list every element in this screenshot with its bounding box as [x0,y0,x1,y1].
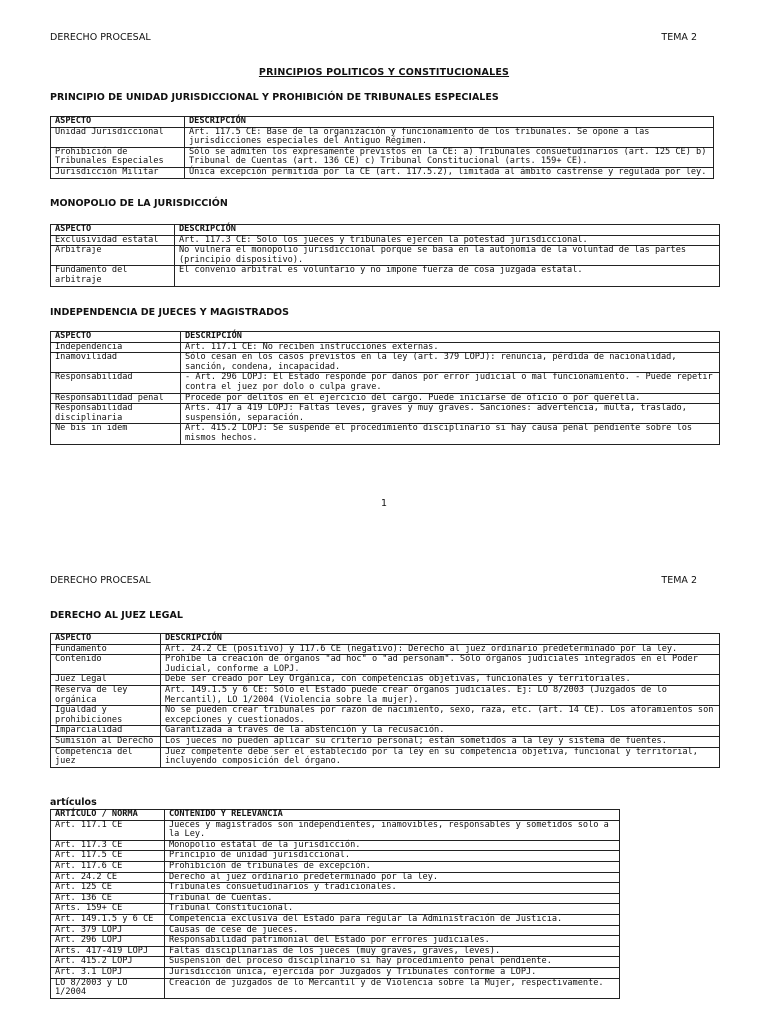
row-description-cell: Art. 117.3 CE: Solo los jueces y tribunales ejercen la potestad jurisdiccional. [175,235,720,246]
table-row [51,872,620,883]
column-header: DESCRIPCIÓN [181,332,720,343]
column-header: DESCRIPCIÓN [161,634,720,645]
row-label-cell: Art. 379 LOPJ [51,925,165,936]
section-heading-juez-legal: DERECHO AL JUEZ LEGAL [50,610,183,621]
row-label-cell: Art. 117.5 CE [51,851,165,862]
table-row [51,167,714,178]
section-heading-unidad: PRINCIPIO DE UNIDAD JURISDICCIONAL Y PROHIBICIÓN DE TRIBUNALES ESPECIALES [50,92,499,103]
row-description-cell: Art. 117.1 CE: No reciben instrucciones externas. [181,342,720,353]
table-row [51,957,620,968]
row-label-cell: Ne bis in idem [51,424,181,444]
table-articulos [50,809,620,999]
row-description-cell: Faltas disciplinarias de los jueces (muy graves, graves, leves). [165,946,620,957]
row-description-cell: Los jueces no pueden aplicar su criterio personal; están sometidos a la ley y sistema de fuentes. [161,736,720,747]
table-row [51,914,620,925]
column-header: DESCRIPCIÓN [175,225,720,236]
section-heading-independencia: INDEPENDENCIA DE JUECES Y MAGISTRADOS [50,307,289,318]
table-unidad [50,116,714,179]
row-description-cell: - Art. 296 LOPJ: El Estado responde por daños por error judicial o mal funcionamiento. - Puede repetir contra el juez por dolo o culpa grave. [181,373,720,393]
row-label-cell: Arts. 159+ CE [51,904,165,915]
page-number: 1 [380,498,388,509]
row-description-cell: Sólo se admiten los expresamente previstos en la CE: a) Tribunales consuetudinarios (art. 125 CE) b) Tribunal de Cuentas (art. 136 CE) c) Tribunal Constitucional (arts. 159+ CE). [185,147,714,167]
row-description-cell: Prohíbe la creación de órganos "ad hoc" o "ad personam". Sólo órganos judiciales integrados en el Poder Judicial, conforme a LOPJ. [161,655,720,675]
table-row [51,706,720,726]
row-description-cell: Derecho al juez ordinario predeterminado por la ley. [165,872,620,883]
table-row [51,904,620,915]
row-label-cell: Art. 296 LOPJ [51,936,165,947]
table-row [51,936,620,947]
table-monopolio [50,224,720,287]
row-description-cell: Tribunal de Cuentas. [165,893,620,904]
table-row [51,861,620,872]
row-label-cell: Arbitraje [51,246,175,266]
row-label-cell: Art. 125 CE [51,883,165,894]
row-label-cell: Art. 24.2 CE [51,872,165,883]
row-label-cell: Art. 117.6 CE [51,861,165,872]
row-label-cell: Responsabilidad penal [51,393,181,404]
column-header: DESCRIPCIÓN [185,117,714,128]
table-header-row [51,810,620,821]
row-label-cell: Jurisdicción Militar [51,167,185,178]
table-juez-legal [50,633,720,768]
row-label-cell: Art. 136 CE [51,893,165,904]
row-label-cell: Art. 117.3 CE [51,840,165,851]
table-row [51,820,620,840]
table-row [51,840,620,851]
row-label-cell: Prohibición de Tribunales Especiales [51,147,185,167]
row-description-cell: Procede por delitos en el ejercicio del cargo. Puede iniciarse de oficio o por querella. [181,393,720,404]
table-row [51,266,720,286]
row-label-cell: Unidad Jurisdiccional [51,127,185,147]
row-description-cell: Debe ser creado por Ley Orgánica, con competencias objetivas, funcionales y territoriales. [161,675,720,686]
row-description-cell: Tribunal Constitucional. [165,904,620,915]
column-header: ASPECTO [51,225,175,236]
table-row [51,883,620,894]
table-row [51,127,714,147]
row-label-cell: Fundamento del arbitraje [51,266,175,286]
column-header: CONTENIDO Y RELEVANCIA [165,810,620,821]
row-description-cell: Juez competente debe ser el establecido por la ley en su competencia objetiva, funcional y territorial, incluyendo composición del órgano. [161,747,720,767]
row-description-cell: Sólo cesan en los casos previstos en la ley (art. 379 LOPJ): renuncia, pérdida de nacionalidad, sanción, condena, incapacidad. [181,353,720,373]
table-row [51,675,720,686]
table-row [51,726,720,737]
table-row [51,235,720,246]
table-row [51,353,720,373]
row-label-cell: LO 8/2003 y LO 1/2004 [51,978,165,998]
row-label-cell: Contenido [51,655,161,675]
table-row [51,404,720,424]
row-label-cell: Imparcialidad [51,726,161,737]
row-description-cell: Art. 149.1.5 y 6 CE: Sólo el Estado puede crear órganos judiciales. Ej: LO 8/2003 (Juzgados de lo Mercantil), LO 1/2004 (Violencia sobre la mujer). [161,685,720,705]
row-description-cell: Tribunales consuetudinarios y tradicionales. [165,883,620,894]
row-label-cell: Exclusividad estatal [51,235,175,246]
row-description-cell: No vulnera el monopolio jurisdiccional porque se basa en la autonomía de la voluntad de las partes (principio dispositivo). [175,246,720,266]
row-description-cell: Responsabilidad patrimonial del Estado por errores judiciales. [165,936,620,947]
table-row [51,373,720,393]
table-row [51,393,720,404]
column-header: ASPECTO [51,634,161,645]
table-row [51,747,720,767]
page1-header-right: TEMA 2 [661,32,697,43]
document-title: PRINCIPIOS POLITICOS Y CONSTITUCIONALES [258,67,510,78]
row-label-cell: Reserva de ley orgánica [51,685,161,705]
row-description-cell: Jurisdicción única, ejercida por Juzgados y Tribunales conforme a LOPJ. [165,967,620,978]
row-description-cell: Causas de cese de jueces. [165,925,620,936]
table-row [51,978,620,998]
row-label-cell: Independencia [51,342,181,353]
section-heading-articulos: artículos [50,797,97,808]
row-description-cell: El convenio arbitral es voluntario y no impone fuerza de cosa juzgada estatal. [175,266,720,286]
table-independencia [50,331,720,445]
row-description-cell: Prohibición de tribunales de excepción. [165,861,620,872]
row-description-cell: Art. 24.2 CE (positivo) y 117.6 CE (negativo): Derecho al juez ordinario predeterminado por la ley. [161,644,720,655]
row-label-cell: Arts. 417-419 LOPJ [51,946,165,957]
table-row [51,851,620,862]
table-row [51,655,720,675]
table-header-row [51,117,714,128]
page2-header-right: TEMA 2 [661,575,697,586]
table-row [51,246,720,266]
row-label-cell: Art. 3.1 LOPJ [51,967,165,978]
row-description-cell: Principio de unidad jurisdiccional. [165,851,620,862]
row-description-cell: Art. 117.5 CE: Base de la organización y funcionamiento de los tribunales. Se opone a las jurisdicciones especiales del Antiguo Régimen. [185,127,714,147]
row-label-cell: Art. 415.2 LOPJ [51,957,165,968]
row-description-cell: Monopolio estatal de la jurisdicción. [165,840,620,851]
row-description-cell: Suspensión del proceso disciplinario si hay procedimiento penal pendiente. [165,957,620,968]
row-description-cell: Única excepción permitida por la CE (art. 117.5.2), limitada al ámbito castrense y regulada por ley. [185,167,714,178]
table-row [51,424,720,444]
column-header: ASPECTO [51,332,181,343]
row-label-cell: Igualdad y prohibiciones [51,706,161,726]
row-label-cell: Juez Legal [51,675,161,686]
row-description-cell: Competencia exclusiva del Estado para regular la Administración de Justicia. [165,914,620,925]
table-header-row [51,332,720,343]
row-description-cell: Creación de juzgados de lo Mercantil y de Violencia sobre la Mujer, respectivamente. [165,978,620,998]
table-row [51,967,620,978]
page1-header-left: DERECHO PROCESAL [50,32,151,43]
row-description-cell: No se pueden crear tribunales por razón de nacimiento, sexo, raza, etc. (art. 14 CE). Los aforamientos son excepciones y cuestionados. [161,706,720,726]
table-row [51,925,620,936]
row-label-cell: Inamovilidad [51,353,181,373]
row-label-cell: Responsabilidad [51,373,181,393]
row-description-cell: Jueces y magistrados son independientes, inamovibles, responsables y sometidos solo a la Ley. [165,820,620,840]
table-header-row [51,225,720,236]
row-label-cell: Sumisión al Derecho [51,736,161,747]
table-row [51,736,720,747]
table-row [51,893,620,904]
table-row [51,685,720,705]
row-label-cell: Responsabilidad disciplinaria [51,404,181,424]
column-header: ARTÍCULO / NORMA [51,810,165,821]
row-description-cell: Arts. 417 a 419 LOPJ: Faltas leves, graves y muy graves. Sanciones: advertencia, multa, traslado, suspensión, separación. [181,404,720,424]
row-label-cell: Art. 117.1 CE [51,820,165,840]
row-label-cell: Competencia del juez [51,747,161,767]
section-heading-monopolio: MONOPOLIO DE LA JURISDICCIÓN [50,198,228,209]
table-row [51,147,714,167]
row-description-cell: Art. 415.2 LOPJ: Se suspende el procedimiento disciplinario si hay causa penal pendiente sobre los mismos hechos. [181,424,720,444]
page2-header-left: DERECHO PROCESAL [50,575,151,586]
table-header-row [51,634,720,645]
row-description-cell: Garantizada a través de la abstención y la recusación. [161,726,720,737]
row-label-cell: Art. 149.1.5 y 6 CE [51,914,165,925]
column-header: ASPECTO [51,117,185,128]
row-label-cell: Fundamento [51,644,161,655]
